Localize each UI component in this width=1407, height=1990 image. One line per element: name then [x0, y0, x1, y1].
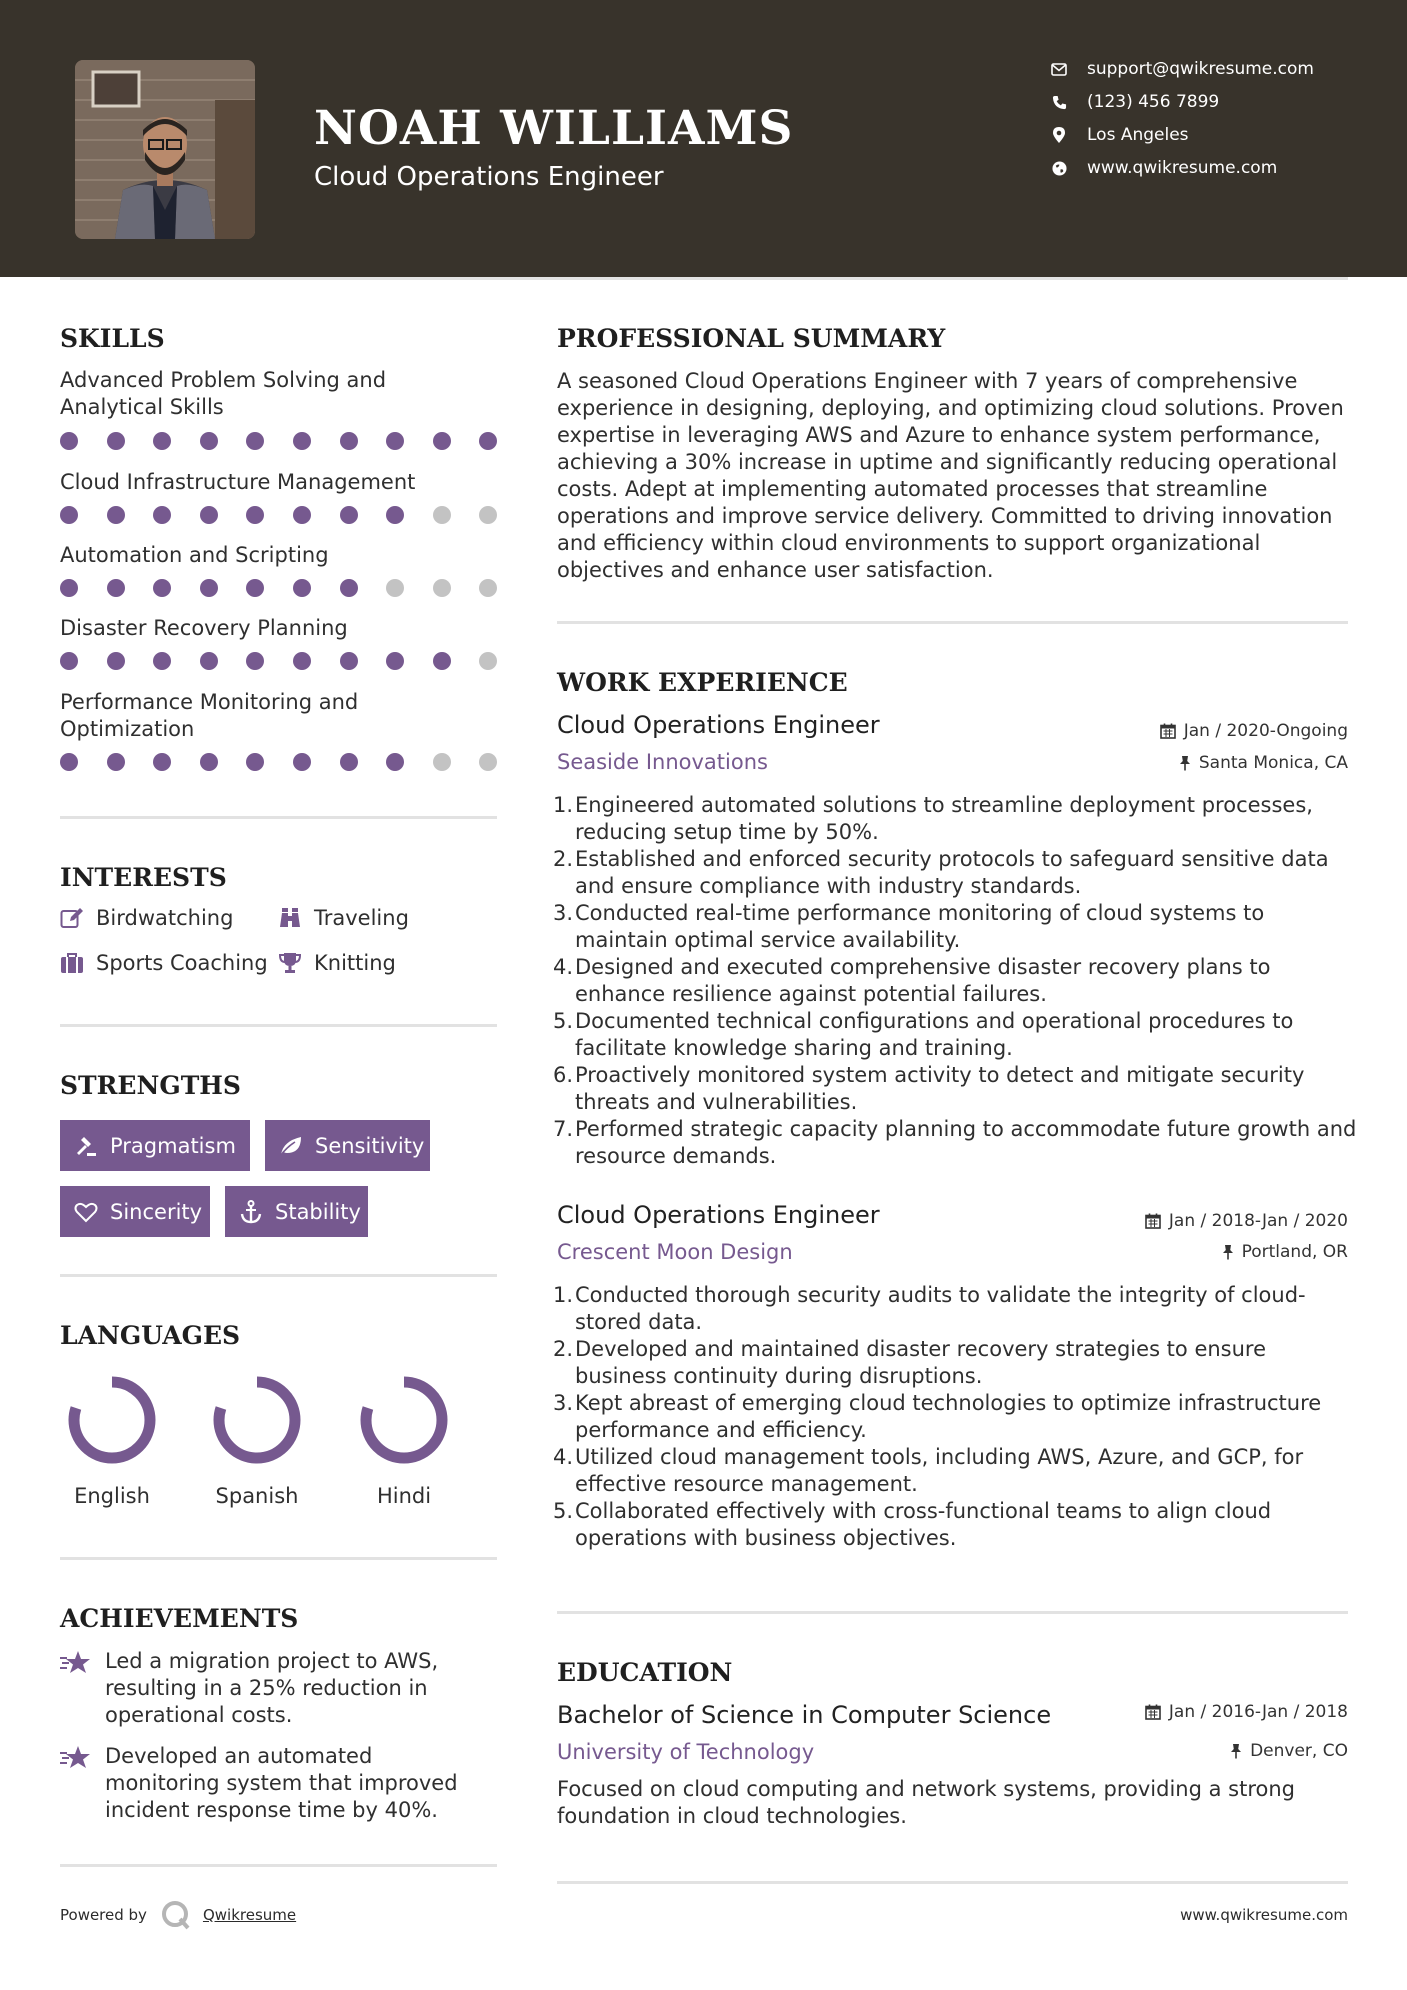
responsibility-text: Designed and executed comprehensive disaster recovery plans to enhance resilience against potential failures.: [575, 955, 1271, 1006]
skill-dot-empty: [386, 579, 404, 597]
language-level-arc: [219, 1382, 295, 1458]
interest-item: [60, 951, 268, 975]
skill-dot-empty: [479, 652, 497, 670]
strength-label: Sensitivity: [315, 1133, 425, 1158]
gavel-icon: [74, 1134, 98, 1158]
skill-dot-filled: [293, 753, 311, 771]
responsibility-number: 4.: [553, 1445, 574, 1469]
responsibility-item: [553, 1062, 1357, 1116]
contact-website-text: www.qwikresume.com: [1087, 158, 1278, 178]
responsibility-number: 2.: [553, 1337, 574, 1361]
skill-dot-empty: [433, 753, 451, 771]
skill-dot-filled: [246, 753, 264, 771]
skill-dot-filled: [340, 432, 358, 450]
calendar-icon: [1145, 1704, 1161, 1720]
strength-label: Stability: [275, 1199, 361, 1224]
responsibility-text: Utilized cloud management tools, including AWS, Azure, and GCP, for effective resource management.: [575, 1445, 1304, 1496]
job-responsibilities: [553, 792, 1357, 1170]
language-item: [57, 1372, 167, 1508]
section-divider: [60, 1274, 497, 1277]
strength-tag: [60, 1186, 210, 1237]
responsibility-text: Proactively monitored system activity to detect and mitigate security threats and vulnerabilities.: [575, 1063, 1305, 1114]
contact-location-text: Los Angeles: [1087, 125, 1189, 145]
skill-dot-filled: [153, 753, 171, 771]
responsibility-item: [553, 900, 1357, 954]
skill-dot-filled: [107, 579, 125, 597]
responsibility-text: Established and enforced security protocols to safeguard sensitive data and ensure compliance with industry standards.: [575, 847, 1329, 898]
skill-dot-filled: [200, 652, 218, 670]
job-dates-text: Jan / 2018-Jan / 2020: [1168, 1211, 1348, 1231]
responsibility-item: [553, 792, 1357, 846]
skill-dot-filled: [60, 506, 78, 524]
footer-url[interactable]: www.qwikresume.com: [1180, 1906, 1348, 1924]
responsibility-item: [553, 1336, 1357, 1390]
contact-website[interactable]: [1050, 154, 1277, 182]
language-label: Hindi: [376, 1484, 432, 1508]
section-divider: [60, 1864, 497, 1867]
skill-dot-filled: [60, 579, 78, 597]
skill-dot-filled: [293, 506, 311, 524]
skill-dot-empty: [479, 579, 497, 597]
responsibility-text: Collaborated effectively with cross-functional teams to align cloud operations with business objectives.: [575, 1499, 1272, 1550]
language-item: [202, 1372, 312, 1508]
responsibility-number: 4.: [553, 955, 574, 979]
interest-label: Knitting: [314, 951, 396, 975]
skill-dot-filled: [386, 432, 404, 450]
responsibility-text: Kept abreast of emerging cloud technologies to optimize infrastructure performance and efficiency.: [575, 1391, 1322, 1442]
skill-dot-filled: [479, 432, 497, 450]
anchor-icon: [239, 1200, 263, 1224]
section-divider: [557, 1881, 1348, 1884]
responsibility-item: [553, 846, 1357, 900]
skill-name: Disaster Recovery Planning: [60, 616, 348, 640]
pushpin-icon: [1179, 755, 1191, 771]
candidate-title: Cloud Operations Engineer: [314, 162, 664, 192]
responsibility-text: Performed strategic capacity planning to accommodate future growth and resource demands.: [575, 1117, 1357, 1168]
responsibility-number: 1.: [553, 1283, 574, 1307]
education-location: [1230, 1741, 1348, 1761]
contact-location: [1050, 121, 1189, 149]
job-location: [1179, 753, 1348, 773]
contact-email-text: support@qwikresume.com: [1087, 59, 1314, 79]
skill-name: Cloud Infrastructure Management: [60, 470, 416, 494]
skill-dot-filled: [246, 506, 264, 524]
skill-dot-empty: [479, 506, 497, 524]
star-icon: [60, 1650, 92, 1678]
responsibility-number: 6.: [553, 1063, 574, 1087]
education-dates: [1145, 1702, 1348, 1722]
skill-dot-filled: [246, 579, 264, 597]
skill-dot-filled: [200, 506, 218, 524]
section-divider: [60, 816, 497, 819]
responsibility-number: 3.: [553, 901, 574, 925]
job-dates-text: Jan / 2020-Ongoing: [1183, 721, 1348, 741]
job-responsibilities: [553, 1282, 1357, 1552]
language-level-ring: [356, 1372, 452, 1468]
company-name: Seaside Innovations: [557, 750, 768, 774]
achievement-text: Developed an automated monitoring system that improved incident response time by 40%.: [105, 1744, 458, 1822]
skill-dot-filled: [293, 432, 311, 450]
candidate-name: NOAH WILLIAMS: [314, 101, 794, 156]
qwikresume-logo-icon: [161, 1900, 191, 1930]
responsibility-item: [553, 1390, 1357, 1444]
skill-dot-empty: [479, 753, 497, 771]
languages-heading: LANGUAGES: [60, 1321, 241, 1350]
leaf-icon: [279, 1134, 303, 1158]
education-dates-text: Jan / 2016-Jan / 2018: [1168, 1702, 1348, 1722]
job-title: Cloud Operations Engineer: [557, 711, 880, 739]
skill-dot-filled: [60, 652, 78, 670]
responsibility-text: Developed and maintained disaster recovery strategies to ensure business continuity during disruptions.: [575, 1337, 1267, 1388]
language-label: English: [74, 1484, 150, 1508]
education-location-text: Denver, CO: [1250, 1741, 1348, 1761]
skill-dot-filled: [153, 432, 171, 450]
strengths-heading: STRENGTHS: [60, 1071, 241, 1100]
heart-icon: [74, 1200, 98, 1224]
achievement-text: Led a migration project to AWS, resulting in a 25% reduction in operational costs.: [105, 1649, 439, 1727]
language-label: Spanish: [215, 1484, 299, 1508]
degree-title: Bachelor of Science in Computer Science: [557, 1701, 1052, 1729]
school-name: University of Technology: [557, 1740, 815, 1764]
skill-dot-empty: [433, 506, 451, 524]
skill-dot-filled: [107, 432, 125, 450]
responsibility-item: [553, 1444, 1357, 1498]
skill-dot-filled: [200, 432, 218, 450]
interest-item: [278, 906, 409, 930]
skill-dot-filled: [293, 652, 311, 670]
responsibility-number: 3.: [553, 1391, 574, 1415]
job-title: Cloud Operations Engineer: [557, 1201, 880, 1229]
skill-dot-filled: [153, 652, 171, 670]
profile-photo: [75, 60, 255, 239]
interest-label: Birdwatching: [96, 906, 234, 930]
skill-name: Automation and Scripting: [60, 543, 329, 567]
responsibility-text: Conducted thorough security audits to validate the integrity of cloud-stored data.: [575, 1283, 1306, 1334]
responsibility-item: [553, 1008, 1357, 1062]
skill-name: Advanced Problem Solving and Analytical Skills: [60, 368, 387, 419]
skill-dot-filled: [340, 579, 358, 597]
skill-dot-filled: [340, 506, 358, 524]
section-divider: [60, 1557, 497, 1560]
job-location-text: Santa Monica, CA: [1198, 753, 1348, 773]
strength-label: Pragmatism: [110, 1133, 236, 1158]
summary-heading: PROFESSIONAL SUMMARY: [557, 324, 946, 353]
pushpin-icon: [1230, 1743, 1242, 1759]
responsibility-text: Conducted real-time performance monitoring of cloud systems to maintain optimal service availability.: [575, 901, 1265, 952]
skill-dot-filled: [246, 432, 264, 450]
education-heading: EDUCATION: [557, 1658, 733, 1687]
calendar-icon: [1145, 1213, 1161, 1229]
binoculars-icon: [278, 906, 302, 930]
company-name: Crescent Moon Design: [557, 1240, 793, 1264]
contact-phone-text: (123) 456 7899: [1087, 92, 1220, 112]
strength-tag: [60, 1120, 250, 1171]
skill-dot-filled: [293, 579, 311, 597]
responsibility-text: Documented technical configurations and operational procedures to facilitate knowledge sharing and training.: [575, 1009, 1294, 1060]
header-divider: [60, 277, 1348, 280]
summary-text: A seasoned Cloud Operations Engineer with 7 years of comprehensive experience in designing, deploying, and optimizing cloud solutions. Proven expertise in leveraging AWS and Azure to enhance system performance, achieving a 30% increase in uptime and significantly reducing operational costs. Adept at implementing automated processes that streamline operations and improve service delivery. Committed to driving innovation and efficiency within cloud environments to support organizational objectives and enhance user satisfaction.: [557, 369, 1344, 582]
skill-dot-filled: [153, 579, 171, 597]
skill-dot-filled: [60, 753, 78, 771]
responsibility-item: [553, 1282, 1357, 1336]
responsibility-number: 5.: [553, 1499, 574, 1523]
skill-name: Performance Monitoring and Optimization: [60, 690, 359, 741]
section-divider: [557, 621, 1348, 624]
map-pin-icon: [1050, 126, 1068, 144]
powered-by-text: Powered by: [60, 1906, 147, 1924]
skill-dot-filled: [107, 652, 125, 670]
interest-item: [60, 906, 233, 930]
experience-heading: WORK EXPERIENCE: [557, 668, 848, 697]
skill-dot-filled: [107, 753, 125, 771]
skill-dot-filled: [153, 506, 171, 524]
skill-dot-filled: [340, 753, 358, 771]
achievements-heading: ACHIEVEMENTS: [60, 1604, 299, 1633]
responsibility-number: 2.: [553, 847, 574, 871]
skill-dot-filled: [60, 432, 78, 450]
language-level-arc: [366, 1382, 442, 1458]
skill-dot-filled: [433, 432, 451, 450]
language-item: [349, 1372, 459, 1508]
section-divider: [557, 1611, 1348, 1614]
skill-dot-filled: [386, 506, 404, 524]
skill-dot-empty: [433, 579, 451, 597]
interests-heading: INTERESTS: [60, 863, 227, 892]
job-dates: [1160, 721, 1348, 741]
calendar-icon: [1160, 723, 1176, 739]
language-level-ring: [209, 1372, 305, 1468]
skill-dot-filled: [200, 579, 218, 597]
contact-email[interactable]: [1050, 55, 1314, 83]
education-description: Focused on cloud computing and network systems, providing a strong foundation in cloud technologies.: [557, 1777, 1295, 1828]
skill-dot-filled: [200, 753, 218, 771]
strength-tag: [225, 1186, 368, 1237]
pushpin-icon: [1222, 1244, 1234, 1260]
skill-dot-filled: [386, 652, 404, 670]
responsibility-item: [553, 1498, 1357, 1552]
trophy-icon: [278, 951, 302, 975]
skill-dot-filled: [386, 753, 404, 771]
job-location-text: Portland, OR: [1241, 1242, 1348, 1262]
skill-dot-filled: [340, 652, 358, 670]
resume-header: [0, 0, 1407, 277]
responsibility-item: [553, 1116, 1357, 1170]
star-icon: [60, 1745, 92, 1773]
responsibility-number: 7.: [553, 1117, 574, 1141]
globe-icon: [1050, 159, 1068, 177]
responsibility-text: Engineered automated solutions to streamline deployment processes, reducing setup time by 50%.: [575, 793, 1313, 844]
skill-dot-filled: [246, 652, 264, 670]
section-divider: [60, 1024, 497, 1027]
pencil-square-icon: [60, 906, 84, 930]
footer-powered-by: [60, 1900, 296, 1930]
skill-dot-filled: [433, 652, 451, 670]
brand-link[interactable]: Qwikresume: [202, 1906, 297, 1924]
responsibility-number: 5.: [553, 1009, 574, 1033]
skill-dot-filled: [107, 506, 125, 524]
envelope-icon: [1050, 60, 1068, 78]
language-level-ring: [64, 1372, 160, 1468]
language-level-arc: [74, 1382, 150, 1458]
job-dates: [1145, 1211, 1348, 1231]
phone-icon: [1050, 93, 1068, 111]
strength-tag: [265, 1120, 430, 1171]
interest-label: Traveling: [314, 906, 409, 930]
briefcase-icon: [60, 951, 84, 975]
job-location: [1222, 1242, 1348, 1262]
interest-label: Sports Coaching: [96, 951, 268, 975]
responsibility-number: 1.: [553, 793, 574, 817]
strength-label: Sincerity: [110, 1199, 203, 1224]
skills-heading: SKILLS: [60, 324, 165, 353]
interest-item: [278, 951, 396, 975]
contact-phone[interactable]: [1050, 88, 1219, 116]
responsibility-item: [553, 954, 1357, 1008]
